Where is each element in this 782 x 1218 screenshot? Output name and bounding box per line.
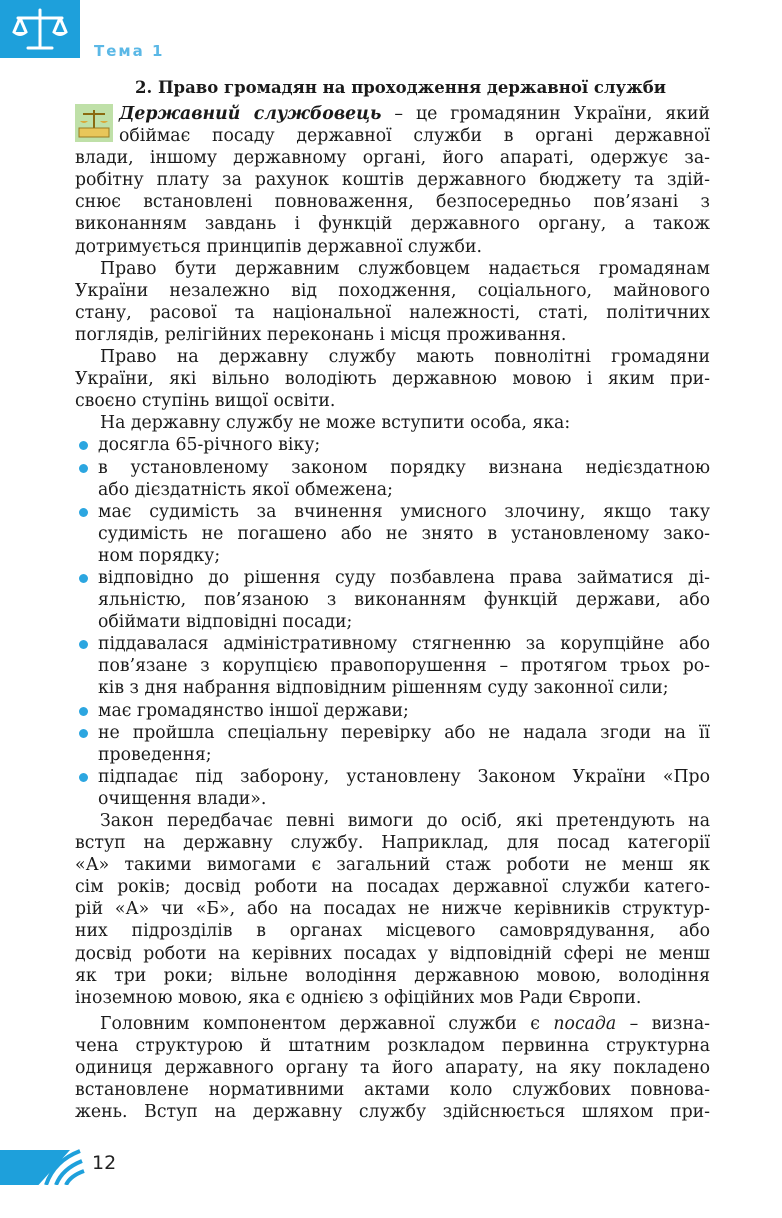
paragraph-requirements: Закон передбачає певні вимоги до осіб, які претендують на вступ на державну службу. Наприклад, для посад категорії «А» такими вимогами є загальний стаж роботи не менш як сім років; досвід роботи на посадах державної служби катего- рій «А» чи «Б», або на посадах не нижче керівників структур- них підрозділів в органах місцевого самоврядування, або досвід роботи на керівних посадах у відповідній сфері не менш як три роки; вільне володіння державною мовою, володіння іноземною мовою, яка є однією з офіційних мов Ради Європи. [75,811,710,1008]
scales-book-icon [75,104,113,142]
bullet-dot [79,441,88,450]
body-text [75,103,710,1123]
definition-paragraph [75,103,710,258]
paragraph-right-to-serve: Право бути державним службовцем надається громадянам України незалежно від походження, соціального, майнового стану, расової та національної належності, статі, політичних поглядів, релігійних переконань і місця проживання. [75,258,710,345]
definition-line: снює встановлені повноваження, безпосередньо пов’язані з [75,192,710,213]
section-heading: 2. Право громадян на проходження державної служби [135,78,666,97]
bullet-dot [79,464,88,473]
restrictions-list [75,434,710,810]
topic-label: Тема 1 [94,42,165,60]
list-item: не пройшла спеціальну перевірку або не надала згоди на її проведення; [75,722,710,766]
definition-line: влади, іншому державному органі, його апараті, одержує за- [75,148,710,169]
bullet-dot [79,729,88,738]
list-item: має громадянство іншої держави; [75,700,710,722]
term-civil-servant: Державний службовець [119,104,382,124]
definition-line: дотримується принципів державної служби. [75,236,482,257]
list-item: в установленому законом порядку визнана недієздатною або дієздатність якої обмежена; [75,457,710,501]
bullet-dot [79,574,88,583]
paragraph-eligibility: Право на державну службу мають повнолітні громадяни України, які вільно володіють державною мовою і яким при- своєно ступінь вищої освіти. [75,347,710,412]
scales-icon [10,6,70,52]
list-item: піддавалася адміністративному стягненню за корупційне або пов’язане з корупцією правопорушення – протягом трьох ро- ків з дня набрання відповідним рішенням суду законної сили; [75,633,710,699]
definition-line: обіймає посаду державної служби в органі державної [119,126,710,147]
list-item: досягла 65-річного віку; [75,434,710,456]
bullet-dot [79,640,88,649]
definition-line: робітну плату за рахунок коштів державного бюджету та здій- [75,170,710,191]
paragraph-position: Головним компонентом державної служби є посада – визна- чена структурою й штатним розкладом первинна структурна одиниця державного органу та його апарату, на яку покладено встановлене нормативними актами коло службових повнова- жень. Вступ на державну службу здійснюється шляхом при- [75,1013,710,1123]
signal-arcs-icon [40,1145,90,1185]
bullet-dot [79,707,88,716]
list-item: має судимість за вчинення умисного злочину, якщо таку судимість не погашено або не знято в установленому зако- ном порядку; [75,501,710,567]
list-intro: На державну службу не може вступити особа, яка: [100,413,571,434]
bullet-dot [79,773,88,782]
list-item: відповідно до рішення суду позбавлена права займатися ді- яльністю, пов’язаною з виконанням функцій держави, або обіймати відповідні посади; [75,567,710,633]
list-item: підпадає під заборону, установлену Законом України «Про очищення влади». [75,766,710,810]
page-number: 12 [92,1152,117,1174]
definition-line: виконанням завдань і функцій державного органу, а також [75,214,710,235]
bullet-dot [79,508,88,517]
header-corner-band [0,0,80,58]
definition-line-1: Державний службовець – це громадянин України, який [119,104,711,124]
term-position: посада [553,1013,617,1034]
